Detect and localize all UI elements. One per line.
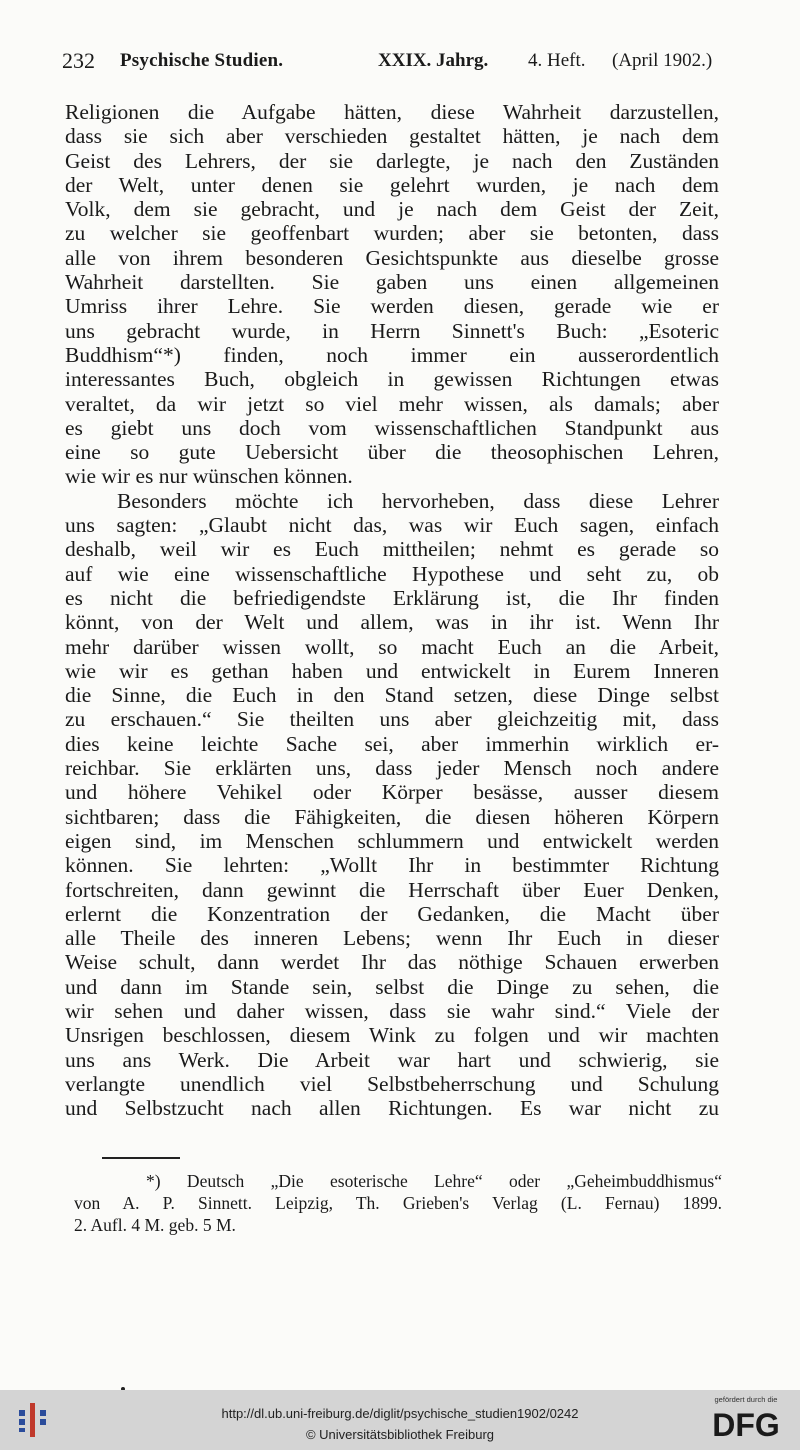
text-line: alle von ihrem besonderen Gesichtspunkte aus dieselbe grosse (65, 245, 719, 270)
text-line: uns ans Werk. Die Arbeit war hart und schwierig, sie (65, 1047, 719, 1072)
text-line: zu welcher sie geoffenbart wurden; aber sie betonten, dass (65, 221, 719, 246)
text-line: es giebt uns doch vom wissenschaftlichen Standpunkt aus (65, 415, 719, 440)
text-line: alle Theile des inneren Lebens; wenn Ihr Euch in dieser (65, 926, 719, 951)
footnote-line: *) Deutsch „Die esoterische Lehre“ oder „Geheimbuddhismus“ (146, 1171, 722, 1191)
text-line: wie wir es gethan haben und entwickelt in Eurem Inneren (65, 658, 719, 683)
text-line: auf wie eine wissenschaftliche Hypothese und seht zu, ob (65, 561, 719, 586)
text-line: könnt, von der Welt und allem, was in ihr ist. Wenn Ihr (65, 610, 719, 635)
text-line: Unsrigen beschlossen, diesem Wink zu folgen und wir machten (65, 1023, 719, 1048)
text-line: Weise schult, dann werdet Ihr das nöthige Schauen erwerben (65, 950, 719, 975)
dfg-logo-icon (704, 1404, 788, 1444)
copyright-notice: © Universitätsbibliothek Freiburg (305, 1427, 495, 1442)
text-line: können. Sie lehrten: „Wollt Ihr in bestimmter Richtung (65, 853, 719, 878)
text-line: und höhere Vehikel oder Körper besässe, ausser diesem (65, 780, 719, 805)
text-line: uns gebracht wurde, in Herrn Sinnett's Buch: „Esoteric (65, 318, 719, 343)
text-line: Wahrheit darstellten. Sie gaben uns einen allgemeinen (65, 270, 719, 295)
source-url-link[interactable]: http://dl.ub.uni-freiburg.de/diglit/psychische_studien1902/0242 (221, 1406, 579, 1421)
footnote-line: 2. Aufl. 4 M. geb. 5 M. (74, 1215, 236, 1235)
text-line: wie wir es nur wünschen können. (65, 464, 353, 489)
body-text (65, 100, 719, 1120)
issue-date: (April 1902.) (612, 50, 713, 71)
text-line: uns sagten: „Glaubt nicht das, was wir Euch sagen, einfach (65, 513, 719, 538)
text-line: eigen sind, im Menschen schlummern und entwickelt werden (65, 828, 719, 853)
text-line: der Welt, unter denen sie gelehrt wurden, je nach dem (65, 172, 719, 197)
text-line: dies keine leichte Sache sei, aber immerhin wirklich er- (65, 731, 719, 756)
dfg-logo-text: DFG (712, 1407, 780, 1443)
text-line: eine so gute Uebersicht über die theosophischen Lehren, (65, 440, 719, 465)
footnote-divider (102, 1157, 180, 1159)
text-line: interessantes Buch, obgleich in gewissen Richtungen etwas (65, 367, 719, 392)
text-line: erlernt die Konzentration der Gedanken, die Macht über (65, 901, 719, 926)
text-line: sichtbaren; dass die Fähigkeiten, die diesen höheren Körpern (65, 804, 719, 829)
text-line: veraltet, da wir jetzt so viel mehr wissen, als damals; aber (65, 391, 719, 416)
footnote-line: von A. P. Sinnett. Leipzig, Th. Grieben's Verlag (L. Fernau) 1899. (74, 1193, 722, 1213)
page-number: 232 (62, 48, 95, 73)
text-line: mehr darüber wissen wollt, so macht Euch an die Arbeit, (65, 634, 719, 659)
text-line: Geist des Lehrers, der sie darlegte, je nach den Zuständen (65, 148, 719, 173)
text-line: Religionen die Aufgabe hätten, diese Wahrheit darzustellen, (65, 100, 719, 124)
text-line: Buddhism“*) finden, noch immer ein ausserordentlich (65, 342, 719, 367)
text-line: Volk, dem sie gebracht, und je nach dem Geist der Zeit, (65, 197, 719, 222)
text-line: und dann im Stande sein, selbst die Dinge zu sehen, die (65, 974, 719, 999)
text-line: fortschreiten, dann gewinnt die Herrschaft über Euer Denken, (65, 877, 719, 902)
footnotes (74, 1170, 722, 1236)
text-line: zu erschauen.“ Sie theilten uns aber gleichzeitig mit, dass (65, 707, 719, 732)
running-header (62, 48, 722, 74)
funding-note: gefördert durch die (714, 1395, 778, 1404)
text-line: Umriss ihrer Lehre. Sie werden diesen, gerade wie er (65, 294, 719, 319)
issue-label: 4. Heft. (528, 50, 586, 71)
text-line: wir sehen und daher wissen, dass sie wahr sind.“ Viele der (65, 998, 719, 1023)
text-line: Besonders möchte ich hervorheben, dass diese Lehrer (117, 488, 719, 513)
journal-title: Psychische Studien. (120, 50, 284, 71)
text-line: und Selbstzucht nach allen Richtungen. Es war nicht zu (65, 1096, 719, 1121)
viewer-footer (0, 1390, 800, 1450)
text-line: die Sinne, die Euch in den Stand setzen, diese Dinge selbst (65, 683, 719, 708)
volume-label: XXIX. Jahrg. (378, 50, 489, 71)
text-line: verlangte unendlich viel Selbstbeherrschung und Schulung (65, 1071, 719, 1096)
text-line: reichbar. Sie erklärten uns, dass jeder Mensch noch andere (65, 756, 719, 781)
text-line: deshalb, weil wir es Euch mittheilen; nehmt es gerade so (65, 537, 719, 562)
text-line: dass sie sich aber verschieden gestaltet hätten, je nach dem (65, 124, 719, 149)
text-line: es nicht die befriedigendste Erklärung ist, die Ihr finden (65, 585, 719, 610)
